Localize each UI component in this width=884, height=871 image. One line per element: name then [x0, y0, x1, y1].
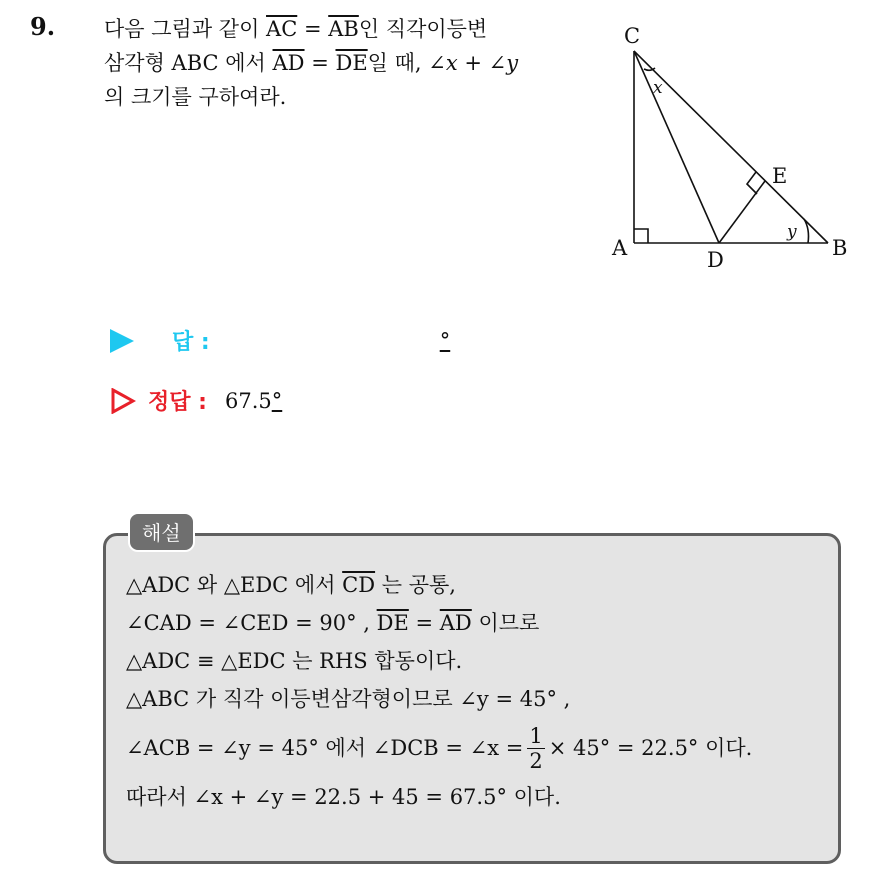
correct-answer-value: 67.5	[224, 388, 272, 413]
vertex-label-e: E	[772, 164, 788, 188]
fraction-denominator: 2	[529, 748, 543, 773]
explanation-tab: 해설	[128, 512, 195, 552]
explanation-text-part: △ADC 와 △EDC 에서	[126, 573, 343, 597]
segment-cd-label: $\overline{CD}$	[342, 573, 376, 597]
angle-label-x: x	[653, 78, 663, 98]
segment-ab: $\overline{AB}$	[328, 17, 359, 41]
correct-answer-row	[110, 385, 282, 416]
equals-sign: =	[297, 17, 329, 41]
explanation-text-part: × 45° = 22.5° 이다.	[548, 736, 753, 760]
question-text-part: 인 직각이등변	[358, 17, 488, 41]
question-number: 9.	[30, 12, 56, 41]
question-line-2	[104, 46, 594, 80]
right-angle-mark-e	[747, 172, 757, 194]
question-text-part: 다음 그림과 같이	[104, 17, 267, 41]
explanation-text-part: 는 공통,	[375, 573, 456, 597]
answer-label: 답 :	[172, 330, 210, 355]
explanation-line-4: △ABC 가 직각 이등변삼각형이므로 ∠y = 45° ,	[126, 687, 571, 711]
explanation-text-part: 이므로	[471, 611, 540, 635]
equals-sign: =	[304, 51, 336, 75]
play-filled-icon	[110, 329, 134, 353]
question-line-1	[104, 12, 594, 46]
vertex-label-b: B	[832, 236, 848, 260]
right-angle-mark-a	[634, 229, 648, 243]
vertex-label-c: C	[624, 24, 641, 48]
equals-sign: =	[408, 611, 440, 635]
segment-ac: $\overline{AC}$	[266, 17, 298, 41]
question-line-3: 의 크기를 구하여라.	[104, 85, 287, 109]
segment-ad-label: $\overline{AD}$	[439, 611, 472, 635]
angle-y: ∠y	[488, 51, 519, 75]
angle-arc-x	[644, 68, 655, 70]
segment-de: $\overline{DE}$	[335, 51, 368, 75]
correct-answer-label: 정답 :	[148, 390, 207, 415]
segment-de-label: $\overline{DE}$	[376, 611, 409, 635]
plus-sign: +	[457, 51, 489, 75]
explanation-line-6: 따라서 ∠x + ∠y = 22.5 + 45 = 67.5° 이다.	[126, 785, 561, 809]
segment-de-line	[719, 181, 765, 243]
triangle-figure	[600, 15, 870, 280]
explanation-line-2	[126, 604, 826, 642]
segment-ad: $\overline{AD}$	[272, 51, 305, 75]
explanation-text	[126, 566, 826, 816]
explanation-line-5	[126, 718, 826, 778]
vertex-label-d: D	[707, 248, 724, 272]
answer-row	[110, 325, 450, 356]
question-text	[104, 12, 594, 114]
fraction-numerator: 1	[529, 723, 543, 748]
question-text-part: 일 때,	[367, 51, 429, 75]
segment-cd	[634, 51, 719, 243]
answer-unit: °	[439, 328, 451, 353]
fraction-one-half	[527, 724, 544, 773]
explanation-line-3: △ADC ≡ △EDC 는 RHS 합동이다.	[126, 649, 463, 673]
side-cb	[634, 51, 828, 243]
question-text-part: 삼각형 ABC 에서	[104, 51, 273, 75]
explanation-line-1	[126, 566, 826, 604]
explanation-text-part: ∠ACB = ∠y = 45° 에서 ∠DCB = ∠x =	[126, 736, 524, 760]
vertex-label-a: A	[612, 236, 628, 260]
explanation-text-part: ∠CAD = ∠CED = 90° ,	[126, 611, 377, 635]
angle-x: ∠x	[428, 51, 458, 75]
angle-label-y: y	[787, 222, 797, 242]
play-outline-icon	[110, 388, 136, 414]
correct-answer-unit: °	[271, 388, 283, 413]
